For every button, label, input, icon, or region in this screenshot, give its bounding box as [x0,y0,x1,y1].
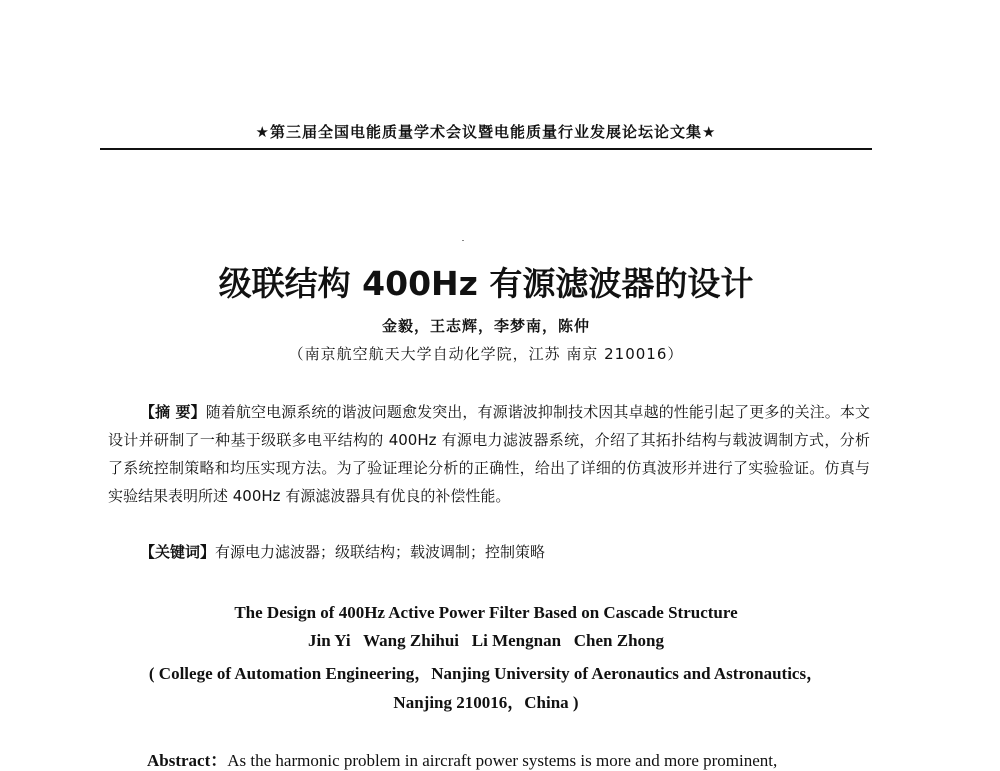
abstract-en [147,746,870,771]
keywords-text-cn: 有源电力滤波器；级联结构；载波调制；控制策略 [215,543,546,561]
affiliation-en-line2: Nanjing 210016，China ) [393,693,579,712]
paper-title-cn: 级联结构 400Hz 有源滤波器的设计 [218,264,754,303]
abstract-cn [108,398,870,510]
authors-cn: 金毅，王志辉，李梦南，陈仲 [381,317,590,335]
authors-en: Jin Yi Wang Zhihui Li Mengnan Chen Zhong [307,631,665,650]
paper-title-en: The Design of 400Hz Active Power Filter Based on Cascade Structure [234,603,738,622]
abstract-label-en: Abstract： [147,751,228,770]
scan-speck [462,240,464,241]
abstract-label-cn: 【摘 要】 [140,403,206,421]
keywords-cn [140,541,870,562]
header-rule [100,148,872,150]
running-header: ★第三届全国电能质量学术会议暨电能质量行业发展论坛论文集★ [255,123,717,141]
affiliation-en-line1: ( College of Automation Engineering，Nanjing University of Aeronautics and Astronautics， [148,664,824,683]
affiliation-cn: （南京航空航天大学自动化学院，江苏 南京 210016） [288,345,684,363]
abstract-text-en: As the harmonic problem in aircraft power systems is more and more prominent, [227,751,778,770]
keywords-label-cn: 【关键词】 [140,543,216,561]
abstract-text-cn: 随着航空电源系统的谐波问题愈发突出，有源谐波抑制技术因其卓越的性能引起了更多的关注。本文设计并研制了一种基于级联多电平结构的 400Hz 有源电力滤波器系统，介绍了其拓扑结构与载波调制方式，分析了系统控制策略和均压实现方法。为了验证理论分析的正确性，给出了详细的仿真波形并进行了实验验证。仿真与实验结果表明所述 400Hz 有源滤波器具有优良的补偿性能。 [108,403,870,505]
